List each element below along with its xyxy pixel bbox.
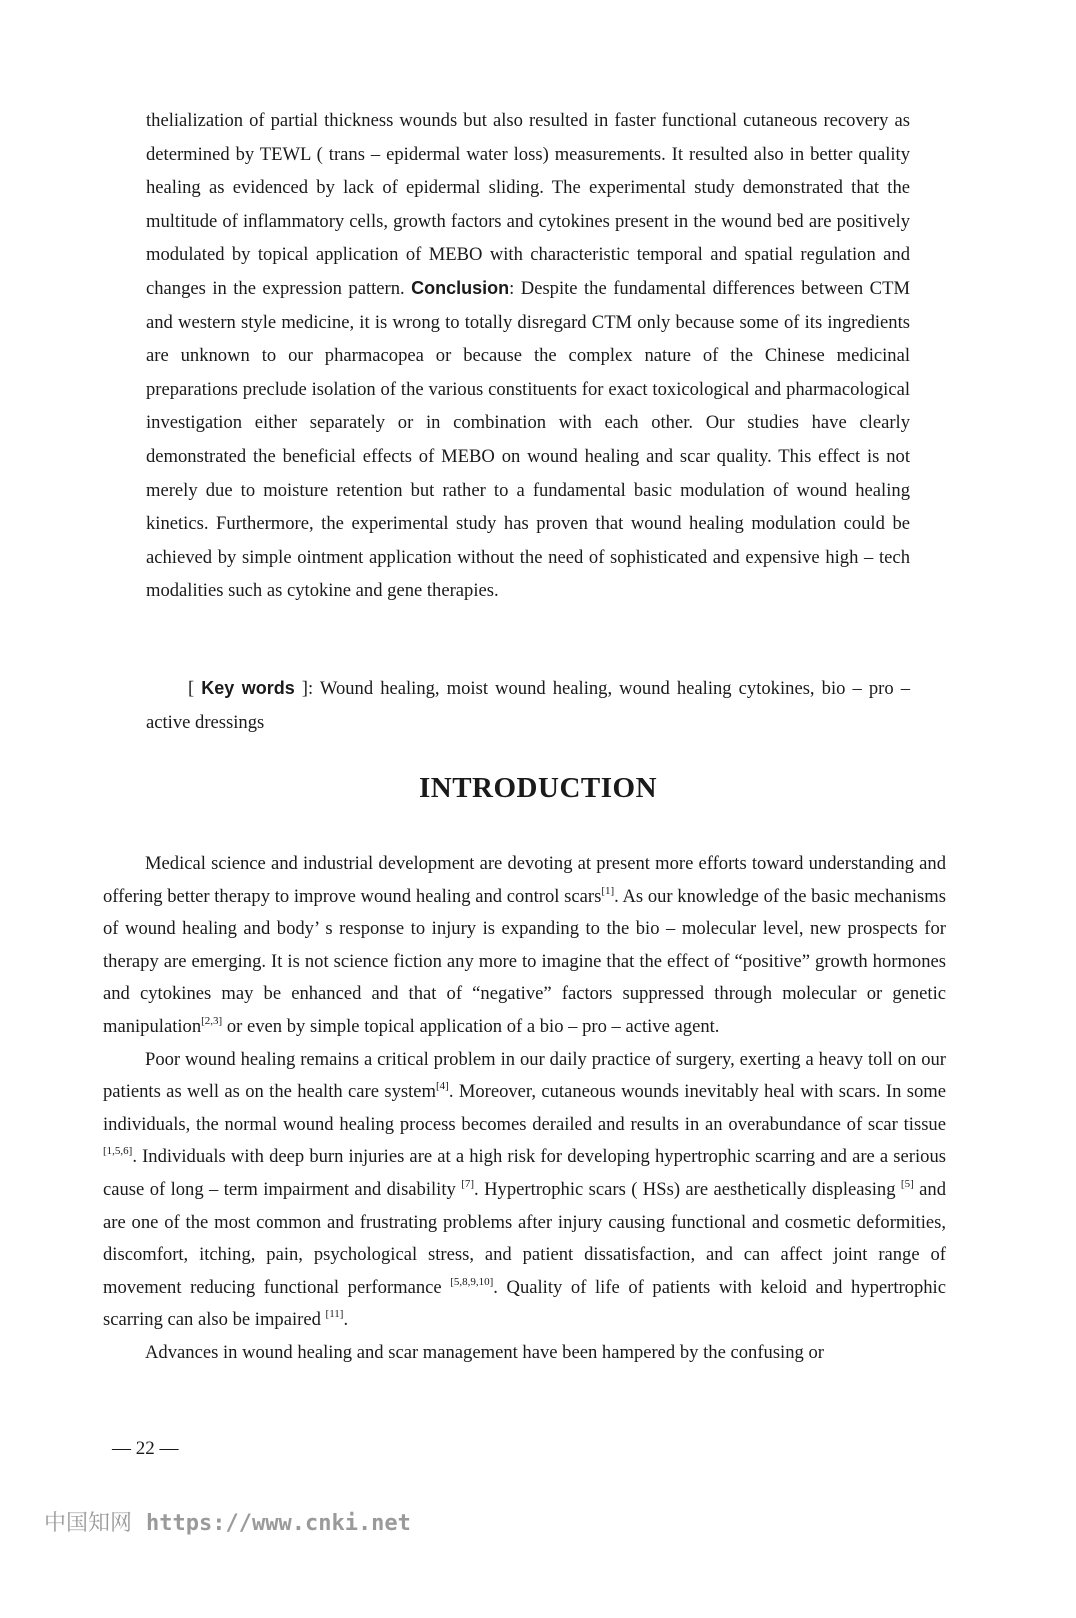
page-number: — 22 — (112, 1438, 179, 1459)
citation: [7] (461, 1177, 475, 1190)
paragraph-text: . (343, 1309, 349, 1331)
citation: [1] (601, 884, 615, 897)
paragraph-1 (103, 848, 946, 1044)
keywords-bracket-open: [ (188, 678, 202, 699)
introduction-body (103, 848, 946, 1370)
conclusion-separator: : (509, 277, 521, 299)
keywords-label: Key words (201, 678, 295, 698)
section-title: INTRODUCTION (418, 772, 658, 804)
watermark-url[interactable]: https://www.cnki.net (146, 1511, 411, 1536)
abstract-paragraph (146, 104, 910, 608)
abstract-text-after-conclusion: Despite the fundamental differences between CTM and western style medicine, it is wrong to totally disregard CTM only because some of its ingredients are unknown to our pharmacopea or because the complex nature of the Chinese medicinal preparations preclude isolation of the various constituents for exact toxicological and pharmacological investigation either separately or in combination with each other. Our studies have clearly demonstrated the beneficial effects of MEBO on wound healing and scar quality. This effect is not merely due to moisture retention but rather to a fundamental basic modulation of wound healing kinetics. Furthermore, the experimental study has proven that wound healing modulation could be achieved by simple ointment application without the need of sophisticated and expensive high – tech modalities such as cytokine and gene therapies. (146, 277, 910, 602)
paragraph-text: Poor wound healing remains a critical problem in our daily practice of surgery, exerting a heavy toll on our patients as well as on the health care system (103, 1048, 946, 1103)
citation: [4] (435, 1080, 449, 1093)
citation: [11] (325, 1308, 344, 1321)
paragraph-text: . Hypertrophic scars ( HSs) are aesthetically displeasing (474, 1178, 901, 1200)
paragraph-text: or even by simple topical application of a bio – pro – active agent. (222, 1015, 720, 1037)
conclusion-label: Conclusion (411, 277, 510, 298)
paragraph-text: . As our knowledge of the basic mechanisms of wound healing and body’ s response to injury is expanding to the bio – molecular level, new prospects for therapy are emerging. It is not science fiction any more to imagine that the effect of “positive” growth hormones and cytokines may be enhanced and that of “negative” factors suppressed through molecular or genetic manipulation (103, 885, 946, 1037)
paragraph-2 (103, 1044, 946, 1337)
watermark-cn-text: 中国知网 (44, 1510, 133, 1535)
keywords (146, 672, 910, 739)
paragraph-3: Advances in wound healing and scar management have been hampered by the confusing or (145, 1341, 824, 1363)
paragraph-text: . Quality of life of patients with keloid and hypertrophic scarring can also be impaired (103, 1276, 946, 1331)
keywords-bracket-close: ] (294, 678, 308, 699)
paragraph-text: . Moreover, cutaneous wounds inevitably heal with scars. In some individuals, the normal wound healing process becomes derailed and results in an overabundance of scar tissue (103, 1081, 946, 1135)
keywords-separator: : (307, 678, 320, 699)
paragraph-text: and are one of the most common and frustrating problems after injury causing functional and cosmetic deformities, discomfort, itching, pain, psychological stress, and patient dissatisfaction, and can affect joint range of movement reducing functional performance (103, 1178, 947, 1298)
citation: [5] (900, 1177, 914, 1190)
citation: [5,8,9,10] (450, 1275, 494, 1288)
citation: [1,5,6] (103, 1145, 133, 1158)
cnki-watermark (44, 1506, 411, 1537)
abstract-continuation (146, 104, 910, 608)
keywords-text: Wound healing, moist wound healing, wound healing cytokines, bio – pro – active dressings (146, 678, 910, 733)
abstract-text-before-conclusion: thelialization of partial thickness wounds but also resulted in faster functional cutaneous recovery as determined by TEWL ( trans – epidermal water loss) measurements. It resulted also in better quality healing as evidenced by lack of epidermal sliding. The experimental study demonstrated that the multitude of inflammatory cells, growth factors and cytokines present in the wound bed are positively modulated by topical application of MEBO with characteristic temporal and spatial regulation and changes in the expression pattern. (146, 110, 910, 299)
citation: [2,3] (201, 1014, 223, 1027)
paragraph-text: . Individuals with deep burn injuries are at a high risk for developing hypertrophic scarring and are a serious cause of long – term impairment and disability (103, 1146, 946, 1200)
paragraph-text: Medical science and industrial development are devoting at present more efforts toward understanding and offering better therapy to improve wound healing and control scars (103, 853, 946, 907)
